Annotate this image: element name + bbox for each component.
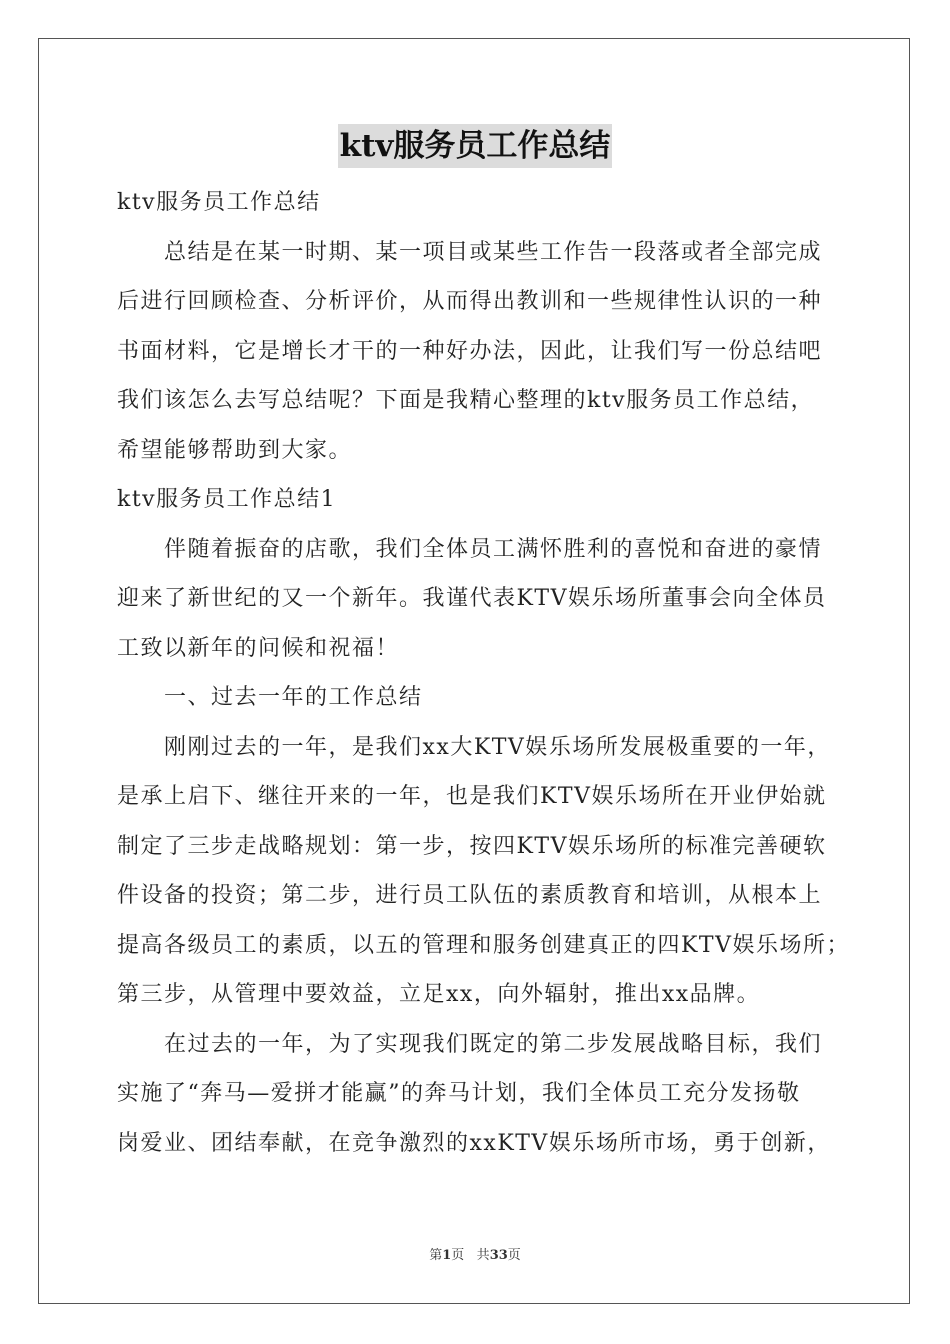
document-title: ktv服务员工作总结 — [338, 124, 613, 168]
page-number: 1 — [442, 1248, 452, 1263]
text-line: 实施了“奔马—爱拼才能赢”的奔马计划，我们全体员工充分发扬敬 — [117, 1081, 801, 1106]
text-line: ktv服务员工作总结1 — [117, 487, 337, 512]
total-prefix: 共 — [476, 1248, 490, 1263]
text-line: 提高各级员工的素质，以五的管理和服务创建真正的四KTV娱乐场所； — [117, 932, 850, 958]
text-line: 岗爱业、团结奉献，在竞争激烈的xxKTV娱乐场所市场，勇于创新， — [117, 1130, 831, 1156]
text-line: 在过去的一年，为了实现我们既定的第二步发展战略目标，我们 — [164, 1031, 823, 1057]
total-suffix: 页 — [507, 1248, 521, 1263]
page-suffix: 页 — [451, 1248, 465, 1263]
text-line: 件设备的投资；第二步，进行员工队伍的素质教育和培训，从根本上 — [117, 883, 823, 908]
text-line: 后进行回顾检查、分析评价，从而得出教训和一些规律性认识的一种 — [117, 289, 823, 314]
text-line: 第三步，从管理中要效益，立足xx，向外辐射，推出xx品牌。 — [117, 982, 761, 1007]
title-area — [0, 124, 950, 168]
text-line: 希望能够帮助到大家。 — [117, 437, 353, 463]
text-line: 书面材料，它是增长才干的一种好办法，因此，让我们写一份总结吧 — [117, 338, 823, 364]
text-line: 一、过去一年的工作总结 — [164, 685, 423, 710]
total-pages: 33 — [489, 1248, 508, 1263]
page-prefix: 第 — [429, 1248, 443, 1263]
text-line: 我们该怎么去写总结呢？下面是我精心整理的ktv服务员工作总结， — [117, 388, 815, 413]
text-line: 制定了三步走战略规划：第一步，按四KTV娱乐场所的标准完善硬软 — [117, 833, 827, 859]
text-line: 刚刚过去的一年，是我们xx大KTV娱乐场所发展极重要的一年， — [164, 734, 831, 760]
page-footer — [0, 1244, 950, 1263]
text-line: 工致以新年的问候和祝福！ — [117, 635, 400, 661]
text-line: 总结是在某一时期、某一项目或某些工作告一段落或者全部完成 — [164, 239, 823, 265]
text-line: ktv服务员工作总结 — [117, 190, 321, 215]
document-body — [117, 178, 850, 1168]
text-line: 是承上启下、继往开来的一年，也是我们KTV娱乐场所在开业伊始就 — [117, 784, 827, 809]
text-line: 伴随着振奋的店歌，我们全体员工满怀胜利的喜悦和奋进的豪情 — [164, 536, 823, 562]
text-line: 迎来了新世纪的又一个新年。我谨代表KTV娱乐场所董事会向全体员 — [117, 586, 827, 611]
